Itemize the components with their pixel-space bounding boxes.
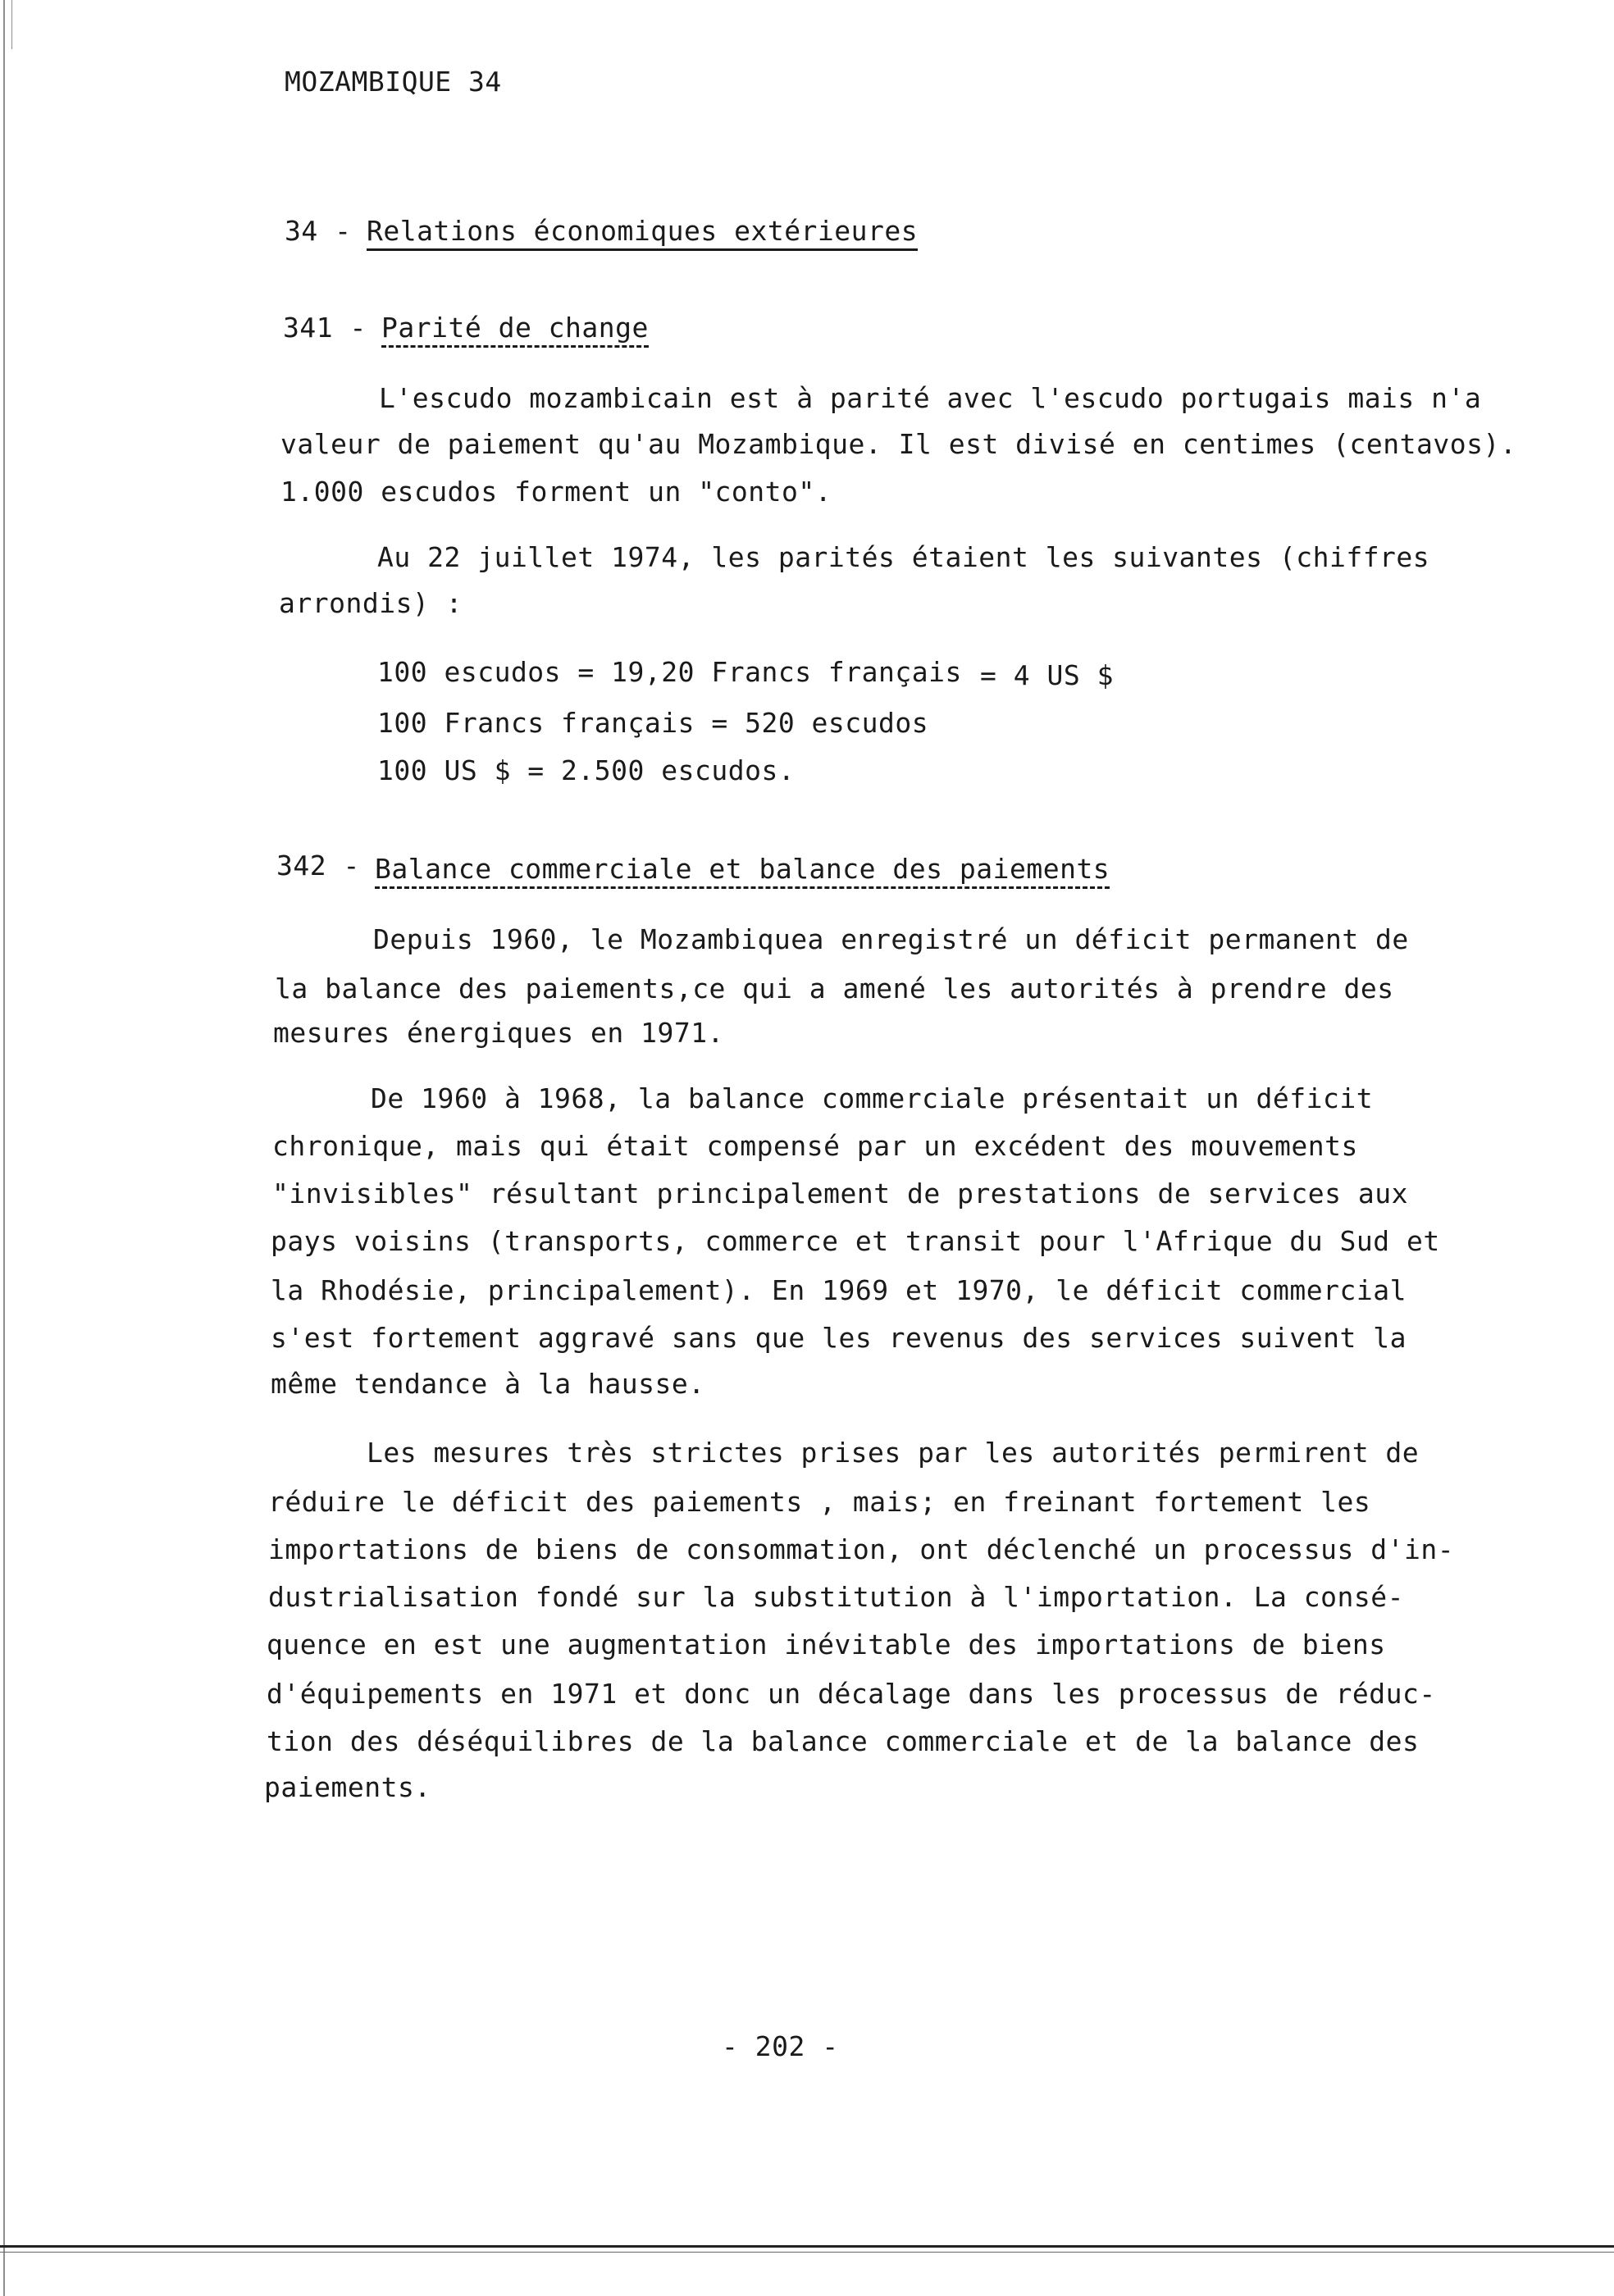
bottom-rule-thin	[0, 2252, 1614, 2253]
scan-edge-line	[3, 0, 5, 2296]
para-line: mesures énergiques en 1971.	[273, 1017, 724, 1049]
para-line: paiements.	[264, 1771, 431, 1803]
para-line: la balance des paiements,ce qui a amené les autorités à prendre des	[275, 973, 1394, 1004]
section-341-title: Parité de change	[381, 312, 649, 348]
para-line: réduire le déficit des paiements , mais; en freinant fortement les	[268, 1486, 1371, 1518]
para-line: importations de biens de consommation, ont déclenché un processus d'in-	[268, 1533, 1455, 1565]
para-line: Au 22 juillet 1974, les parités étaient les suivantes (chiffres	[377, 541, 1430, 573]
section-341-number: 341 -	[283, 312, 367, 344]
para-line: s'est fortement aggravé sans que les revenus des services suivent la	[271, 1322, 1407, 1354]
para-line: Les mesures très strictes prises par les autorités permirent de	[367, 1437, 1420, 1469]
para-line: même tendance à la hausse.	[271, 1368, 705, 1400]
section-342-number: 342 -	[276, 850, 360, 882]
section-34-title: Relations économiques extérieures	[367, 215, 918, 251]
para-line: 1.000 escudos forment un "conto".	[280, 476, 832, 508]
para-line: De 1960 à 1968, la balance commerciale présentait un déficit	[371, 1082, 1374, 1114]
para-line: chronique, mais qui était compensé par un excédent des mouvements	[272, 1130, 1358, 1162]
exchange-rate-3: 100 US $ = 2.500 escudos.	[377, 754, 796, 786]
para-line: dustrialisation fondé sur la substitution à l'importation. La consé-	[268, 1581, 1405, 1613]
bottom-rule	[0, 2245, 1614, 2248]
para-line: tion des déséquilibres de la balance commerciale et de la balance des	[267, 1725, 1420, 1757]
para-line: arrondis) :	[279, 587, 463, 619]
exchange-rate-1: 100 escudos = 19,20 Francs français	[377, 656, 962, 688]
para-line: valeur de paiement qu'au Mozambique. Il est divisé en centimes (centavos).	[280, 428, 1517, 460]
running-header: MOZAMBIQUE 34	[285, 66, 502, 98]
scan-edge-mark	[11, 0, 12, 49]
para-line: pays voisins (transports, commerce et transit pour l'Afrique du Sud et	[271, 1225, 1440, 1257]
para-line: Depuis 1960, le Mozambiquea enregistré un déficit permanent de	[373, 923, 1409, 955]
exchange-rate-2: 100 Francs français = 520 escudos	[377, 707, 929, 739]
para-line: "invisibles" résultant principalement de prestations de services aux	[272, 1178, 1409, 1210]
para-line: d'équipements en 1971 et donc un décalage dans les processus de réduc-	[267, 1678, 1436, 1710]
page-number: - 202 -	[722, 2030, 839, 2062]
para-line: la Rhodésie, principalement). En 1969 et 1970, le déficit commercial	[271, 1274, 1407, 1306]
para-line: L'escudo mozambicain est à parité avec l'escudo portugais mais n'a	[379, 382, 1482, 414]
section-34-number: 34 -	[285, 215, 352, 247]
section-342-title: Balance commerciale et balance des paiements	[375, 853, 1110, 889]
exchange-rate-1-usd: = 4 US $	[980, 659, 1114, 691]
para-line: quence en est une augmentation inévitable des importations de biens	[267, 1629, 1386, 1660]
